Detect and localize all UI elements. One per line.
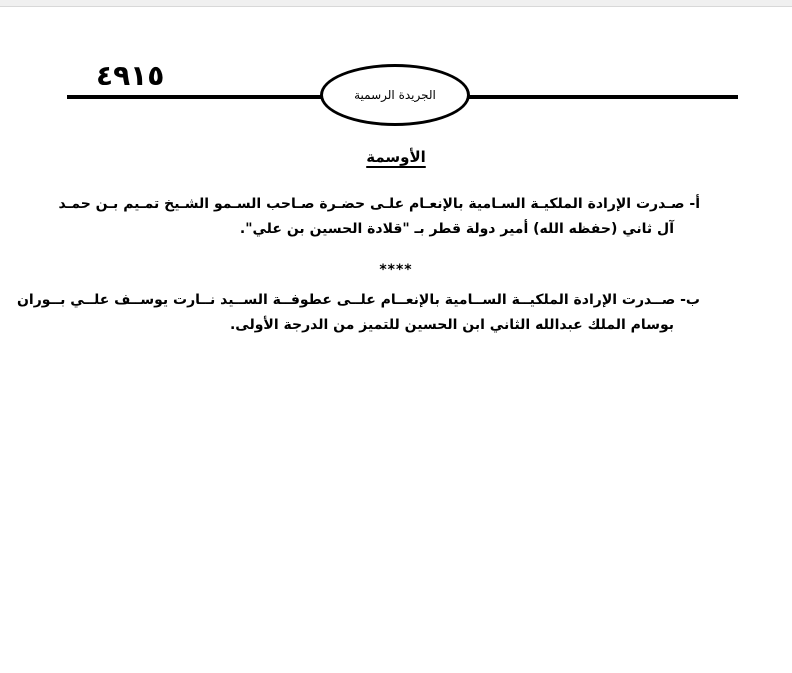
- gazette-title-oval: [320, 64, 470, 126]
- paragraph-a-line-2: آل ثاني (حفظه الله) أمير دولة قطر بـ "قلادة الحسين بن علي".: [239, 221, 674, 237]
- paragraph-b-line-2: بوسام الملك عبدالله الثاني ابن الحسين للتميز من الدرجة الأولى.: [229, 317, 674, 333]
- section-title: الأوسمة: [366, 148, 426, 166]
- top-edge: [0, 0, 792, 7]
- paragraph-a-line-1: أ- صـدرت الإرادة الملكيـة السـامية بالإنعـام علـى حضـرة صـاحب السـمو الشـيخ تمـيم بـن حمـد: [58, 196, 700, 212]
- paragraph-a: [58, 192, 700, 242]
- separator-stars: ****: [379, 262, 413, 278]
- section-heading: [300, 148, 492, 166]
- gazette-title: الجريدة الرسمية: [354, 88, 436, 102]
- paragraph-b: [16, 288, 700, 338]
- page-number: ٤٩١٥: [96, 59, 165, 92]
- paragraph-b-line-1: ب- صــدرت الإرادة الملكيــة الســامية بالإنعــام علــى عطوفــة الســيد نــارت يوســف علــي بــوران: [16, 292, 700, 308]
